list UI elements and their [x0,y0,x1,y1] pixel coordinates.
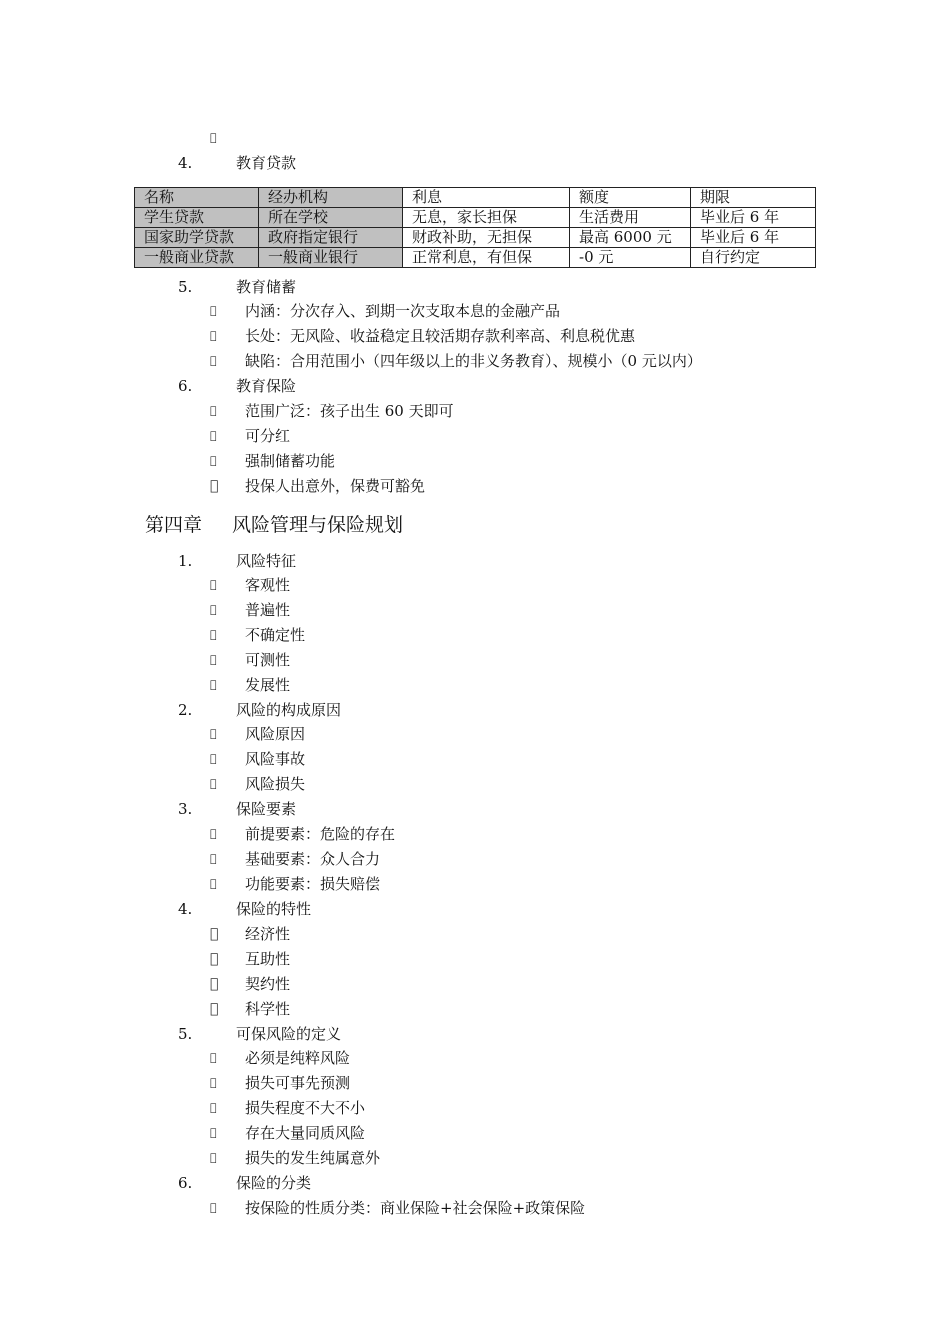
table-header-cell: 额度 [570,188,691,208]
table-cell: 毕业后 6 年 [691,208,816,228]
list-item: 不确定性 [245,626,306,644]
section-title: 风险特征 [236,552,297,570]
bullet-icon [210,600,217,620]
list-item: 基础要素：众人合力 [245,850,381,868]
section-number: 1. [178,552,193,570]
list-item: 可分红 [245,427,291,445]
section-title: 保险的特性 [236,900,312,918]
section-title: 风险的构成原因 [236,701,342,719]
table-cell: 政府指定银行 [259,228,403,248]
bullet-icon [210,301,217,321]
bullet-icon [210,675,217,695]
section-title: 教育储蓄 [236,278,297,296]
table-row [135,248,816,268]
table-cell: 正常利息，有但保 [403,248,570,268]
chapter-label: 第四章 [145,514,203,536]
table-cell: 无息，家长担保 [403,208,570,228]
section-number: 5. [178,278,193,296]
bullet-icon [210,999,218,1019]
bullet-icon [210,974,218,994]
bullet-icon [210,1198,217,1218]
bullet-icon [210,824,217,844]
section-title: 教育贷款 [236,154,297,172]
bullet-icon [210,1148,217,1168]
table-header-cell: 名称 [135,188,259,208]
table-row [135,208,816,228]
table-header-cell: 经办机构 [259,188,403,208]
list-item: 强制储蓄功能 [245,452,336,470]
bullet-icon [210,774,217,794]
list-item: 风险损失 [245,775,306,793]
table-cell: 一般商业银行 [259,248,403,268]
list-item: 可测性 [245,651,291,669]
education-loan-table [134,187,816,268]
table-cell: 一般商业贷款 [135,248,259,268]
bullet-icon [210,924,218,944]
list-item: 内涵：分次存入、到期一次支取本息的金融产品 [245,302,561,320]
table-cell: 学生贷款 [135,208,259,228]
list-item: 经济性 [245,925,291,943]
table-header-row [135,188,816,208]
list-item: 损失程度不大不小 [245,1099,366,1117]
list-item: 投保人出意外，保费可豁免 [245,477,426,495]
section-number: 3. [178,800,193,818]
table-cell: 自行约定 [691,248,816,268]
list-item: 互助性 [245,950,291,968]
section-title: 保险要素 [236,800,297,818]
table-cell: 毕业后 6 年 [691,228,816,248]
bullet-icon [210,575,217,595]
list-item: 发展性 [245,676,291,694]
section-number: 6. [178,377,193,395]
bullet-icon [210,1123,217,1143]
list-item: 损失的发生纯属意外 [245,1149,381,1167]
table-cell: 财政补助，无担保 [403,228,570,248]
list-item: 前提要素：危险的存在 [245,825,396,843]
bullet-icon [210,625,217,645]
section-number: 4. [178,900,193,918]
section-number: 4. [178,154,193,172]
bullet-icon [210,1073,217,1093]
list-item: 必须是纯粹风险 [245,1049,351,1067]
table-cell: -0 元 [570,248,691,268]
bullet-icon [210,874,217,894]
table-cell: 生活费用 [570,208,691,228]
section-title: 教育保险 [236,377,297,395]
section-title: 保险的分类 [236,1174,312,1192]
list-item: 长处：无风险、收益稳定且较活期存款利率高、利息税优惠 [245,327,636,345]
bullet-icon [210,1098,217,1118]
chapter-title: 风险管理与保险规划 [232,514,404,536]
bullet-icon [210,849,217,869]
list-item: 功能要素：损失赔偿 [245,875,381,893]
bullet-icon [210,426,217,446]
bullet-icon [210,451,217,471]
list-item: 缺陷：合用范围小（四年级以上的非义务教育）、规模小（0 元以内） [245,352,702,370]
bullet-icon [210,749,217,769]
bullet-icon [210,401,217,421]
bullet-icon [210,1048,217,1068]
bullet-icon [210,351,217,371]
list-item: 普遍性 [245,601,291,619]
list-item: 风险事故 [245,750,306,768]
chapter-heading [145,512,403,538]
table-header-cell: 期限 [691,188,816,208]
section-title: 可保风险的定义 [236,1025,342,1043]
section-number: 2. [178,701,193,719]
bullet-icon [210,128,217,148]
table-header-cell: 利息 [403,188,570,208]
section-number: 5. [178,1025,193,1043]
list-item: 范围广泛：孩子出生 60 天即可 [245,402,454,420]
list-item: 科学性 [245,1000,291,1018]
bullet-icon [210,724,217,744]
table-cell: 所在学校 [259,208,403,228]
list-item: 风险原因 [245,725,306,743]
section-number: 6. [178,1174,193,1192]
list-item: 损失可事先预测 [245,1074,351,1092]
list-item: 存在大量同质风险 [245,1124,366,1142]
list-item: 按保险的性质分类：商业保险+社会保险+政策保险 [245,1199,586,1217]
table-cell: 最高 6000 元 [570,228,691,248]
bullet-icon [210,326,217,346]
list-item: 客观性 [245,576,291,594]
list-item: 契约性 [245,975,291,993]
table-row [135,228,816,248]
bullet-icon [210,650,217,670]
table-cell: 国家助学贷款 [135,228,259,248]
bullet-icon [210,949,218,969]
bullet-icon [210,476,218,496]
